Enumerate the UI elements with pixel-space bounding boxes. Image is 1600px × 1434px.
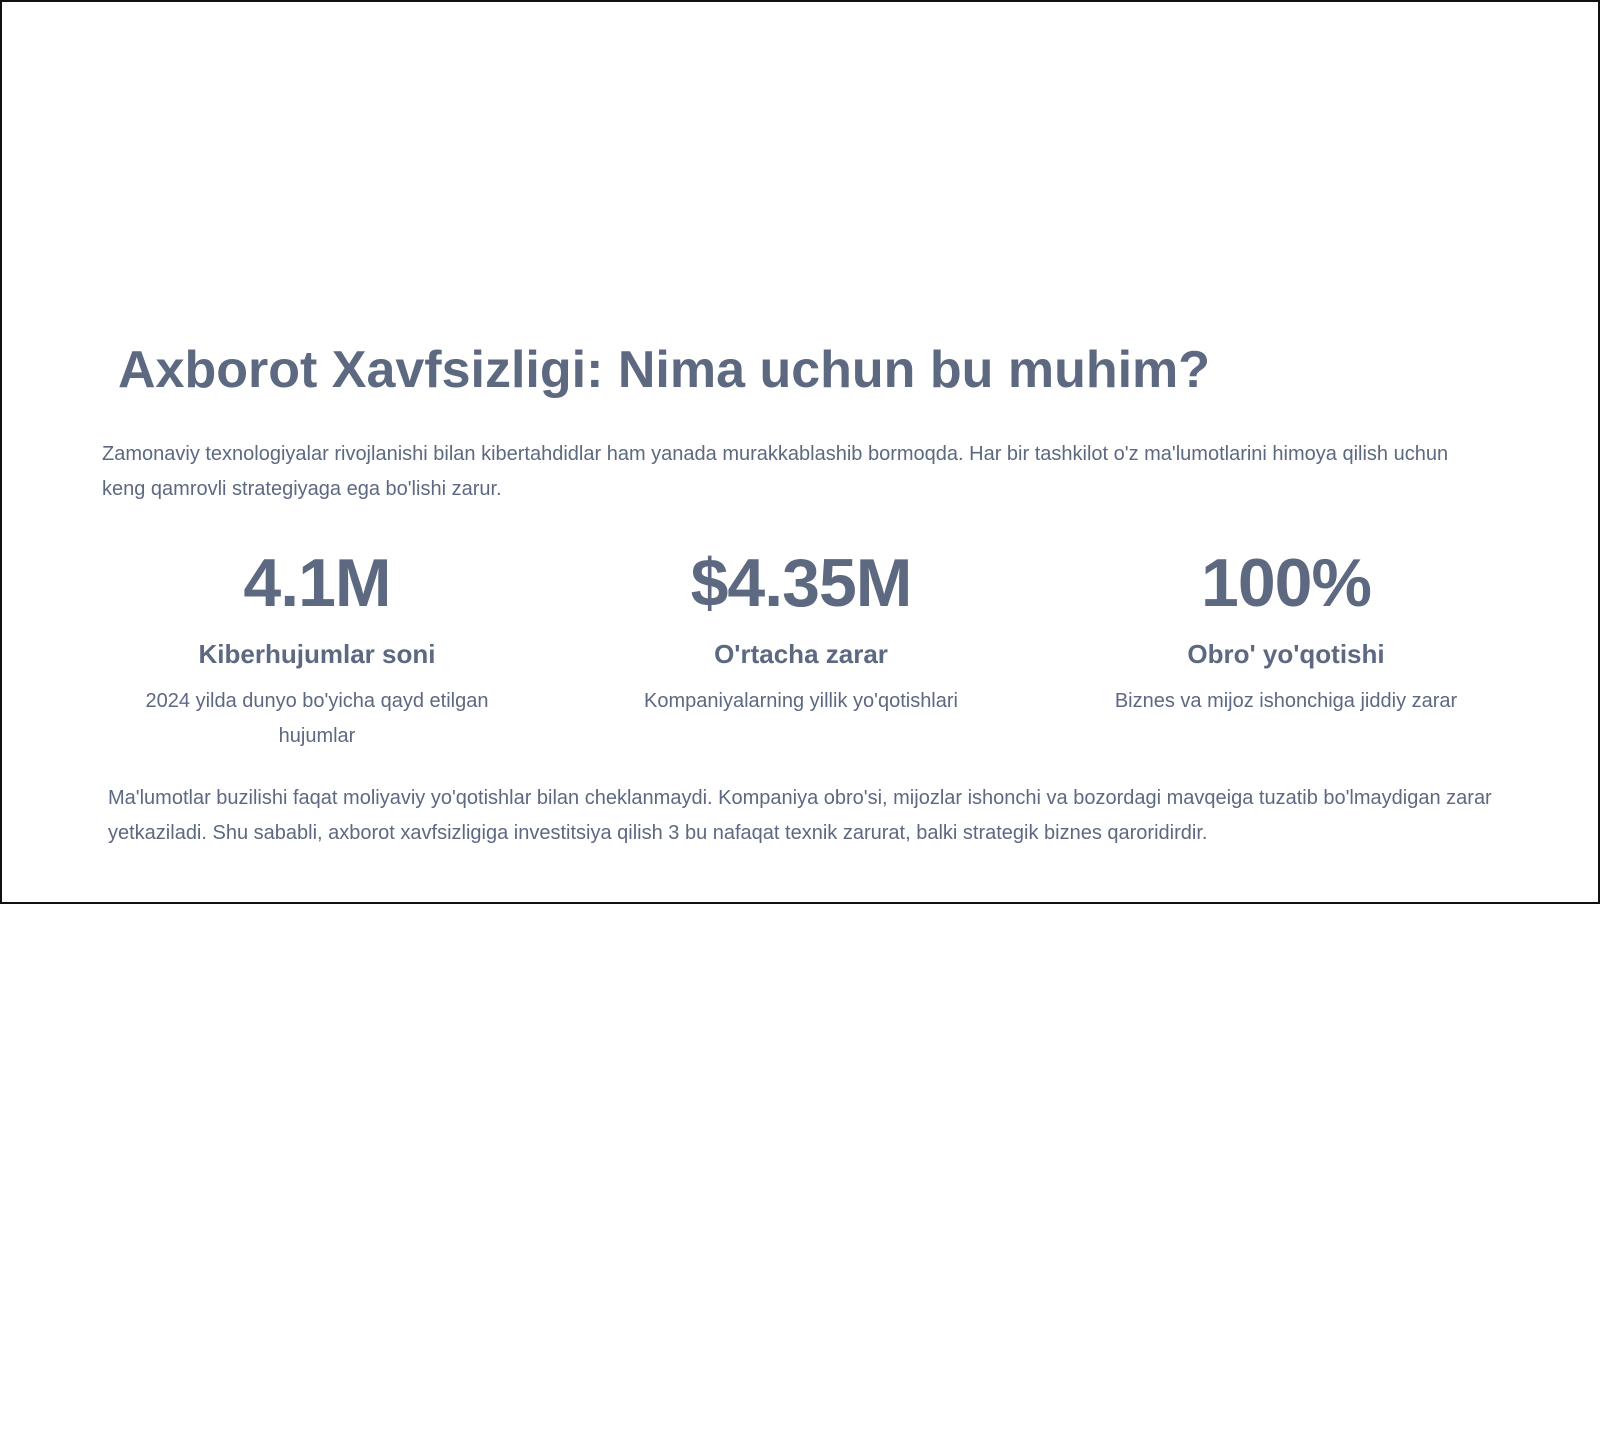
- stat-value: 4.1M: [243, 545, 391, 621]
- stat-label: Obro' yo'qotishi: [1187, 639, 1385, 669]
- stat-average-loss: [601, 542, 1001, 719]
- intro-paragraph: Zamonaviy texnologiyalar rivojlanishi bilan kibertahdidlar ham yanada murakkablashib bormoqda. Har bir tashkilot o'z ma'lumotlarini himoya qilish uchun keng qamrovli strategiyaga ega bo'lishi zarur.: [102, 443, 1449, 500]
- stat-value: 100%: [1201, 545, 1371, 621]
- stat-value: $4.35M: [690, 545, 912, 621]
- stat-label: Kiberhujumlar soni: [198, 639, 436, 669]
- stat-description: 2024 yilda dunyo bo'yicha qayd etilgan hujumlar: [145, 690, 489, 747]
- stats-row: [98, 542, 1550, 762]
- closing-paragraph: Ma'lumotlar buzilishi faqat moliyaviy yo'qotishlar bilan cheklanmaydi. Kompaniya obro'si, mijozlar ishonchi va bozordagi mavqeiga tuzatib bo'lmaydigan zarar yetkaziladi. Shu sababli, axborot xavfsizligiga investitsiya qilish 3 bu nafaqat texnik zarurat, balki strategik biznes qaroridirdir.: [108, 787, 1492, 844]
- stat-label: O'rtacha zarar: [714, 639, 888, 669]
- stat-description: Kompaniyalarning yillik yo'qotishlari: [644, 690, 958, 712]
- stat-cyberattacks: [117, 542, 517, 754]
- stat-reputation-loss: [1086, 542, 1486, 719]
- stat-description: Biznes va mijoz ishonchiga jiddiy zarar: [1114, 690, 1458, 712]
- slide-title: Axborot Xavfsizligi: Nima uchun bu muhim?: [118, 341, 1211, 399]
